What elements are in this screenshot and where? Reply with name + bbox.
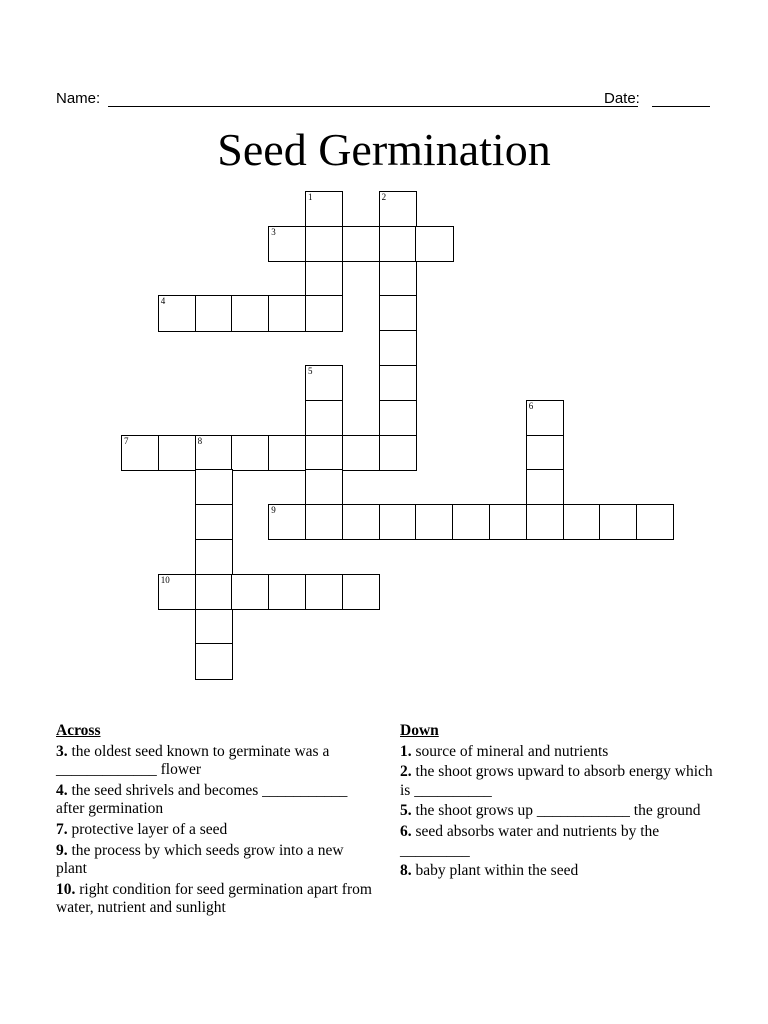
crossword-cell[interactable] — [636, 504, 674, 540]
name-label: Name: — [56, 90, 101, 107]
crossword-cell[interactable] — [195, 643, 233, 679]
clue-text: source of mineral and nutrients — [415, 742, 609, 760]
crossword-cell[interactable] — [158, 435, 196, 471]
crossword-cell[interactable] — [415, 226, 453, 262]
clue-item — [56, 881, 376, 918]
crossword-cell[interactable] — [526, 469, 564, 505]
clue-number: 7. — [56, 820, 68, 838]
crossword-cell[interactable] — [305, 261, 343, 297]
clue-text: the shoot grows up ____________ the ground — [415, 802, 701, 820]
crossword-cell[interactable] — [231, 435, 269, 471]
clue-number: 4. — [56, 781, 68, 799]
clue-number-label: 10 — [160, 574, 170, 585]
crossword-cell[interactable] — [305, 400, 343, 436]
clue-number-label: 1 — [308, 192, 313, 202]
crossword-cell[interactable] — [121, 435, 159, 471]
clue-text: baby plant within the seed — [415, 862, 579, 880]
clue-item — [400, 763, 720, 800]
clue-number-label: 8 — [197, 435, 203, 446]
clue-item — [56, 743, 376, 780]
crossword-cell[interactable] — [268, 504, 306, 540]
crossword-cell[interactable] — [195, 295, 233, 331]
crossword-cell[interactable] — [195, 435, 233, 471]
crossword-cell[interactable] — [526, 504, 564, 540]
crossword-cell[interactable] — [489, 504, 527, 540]
crossword-cell[interactable] — [305, 365, 343, 401]
crossword-cell[interactable] — [268, 435, 306, 471]
crossword-cell[interactable] — [526, 435, 564, 471]
clue-number: 3. — [56, 742, 68, 760]
crossword-cell[interactable] — [379, 435, 417, 471]
clue-text: the shoot grows upward to absorb energy which is __________ — [400, 763, 713, 799]
down-clues — [400, 722, 720, 883]
clue-text: seed absorbs water and nutrients by the _________ — [400, 822, 660, 859]
crossword-cell[interactable] — [342, 504, 380, 540]
crossword-cell[interactable] — [195, 609, 233, 645]
crossword-cell[interactable] — [268, 574, 306, 610]
clue-item — [400, 862, 720, 881]
crossword-cell[interactable] — [305, 295, 343, 331]
crossword-cell[interactable] — [379, 330, 417, 366]
crossword-cell[interactable] — [379, 295, 417, 331]
crossword-cell[interactable] — [379, 191, 417, 227]
crossword-cell[interactable] — [305, 226, 343, 262]
clue-number: 8. — [400, 862, 412, 880]
clue-number-label: 3 — [271, 226, 276, 237]
clue-number-label: 9 — [271, 505, 276, 516]
crossword-cell[interactable] — [231, 574, 269, 610]
crossword-cell[interactable] — [305, 504, 343, 540]
crossword-cell[interactable] — [342, 226, 380, 262]
crossword-cell[interactable] — [268, 295, 306, 331]
crossword-cell[interactable] — [526, 400, 564, 436]
crossword-cell[interactable] — [158, 295, 196, 331]
crossword-cell[interactable] — [195, 574, 233, 610]
clue-number-label: 7 — [124, 435, 129, 446]
clue-number: 6. — [400, 822, 412, 840]
crossword-cell[interactable] — [379, 365, 417, 401]
crossword-cell[interactable] — [379, 400, 417, 436]
crossword-cell[interactable] — [305, 435, 343, 471]
across-clues — [56, 722, 376, 920]
page-title: Seed Germination — [217, 124, 551, 175]
clue-text: right condition for seed germination apart from water, nutrient and sunlight — [56, 880, 372, 917]
clue-number: 9. — [56, 841, 68, 859]
clue-number-label: 6 — [528, 400, 534, 411]
clue-text: the oldest seed known to germinate was a _____________ flower — [56, 742, 330, 779]
crossword-cell[interactable] — [305, 574, 343, 610]
crossword-cell[interactable] — [305, 191, 343, 227]
crossword-cell[interactable] — [195, 469, 233, 505]
clue-number-label: 5 — [308, 366, 313, 376]
across-heading: Across — [56, 722, 101, 739]
crossword-cell[interactable] — [342, 435, 380, 471]
crossword-cell[interactable] — [305, 469, 343, 505]
down-heading: Down — [400, 722, 439, 739]
clue-text: protective layer of a seed — [71, 820, 228, 838]
clue-number: 5. — [400, 802, 412, 820]
clue-number: 2. — [400, 763, 412, 781]
crossword-cell[interactable] — [379, 226, 417, 262]
crossword-cell[interactable] — [379, 261, 417, 297]
crossword-cell[interactable] — [195, 504, 233, 540]
crossword-cell[interactable] — [158, 574, 196, 610]
crossword-cell[interactable] — [268, 226, 306, 262]
clue-item — [56, 821, 376, 840]
crossword-cell[interactable] — [563, 504, 601, 540]
clue-number: 10. — [56, 880, 76, 898]
clue-item — [56, 782, 376, 819]
crossword-cell[interactable] — [452, 504, 490, 540]
crossword-cell[interactable] — [195, 539, 233, 575]
clue-item — [400, 743, 720, 762]
clue-text: the seed shrivels and becomes ___________ after germination — [56, 781, 348, 818]
crossword-cell[interactable] — [231, 295, 269, 331]
clue-item — [400, 823, 720, 860]
clue-number-label: 2 — [381, 192, 387, 202]
date-label: Date: — [604, 90, 640, 107]
clue-number-label: 4 — [160, 296, 166, 307]
clue-text: the process by which seeds grow into a new plant — [56, 841, 344, 878]
crossword-cell[interactable] — [379, 504, 417, 540]
crossword-cell[interactable] — [415, 504, 453, 540]
crossword-cell[interactable] — [599, 504, 637, 540]
crossword-cell[interactable] — [342, 574, 380, 610]
clue-item — [56, 842, 376, 879]
clue-number: 1. — [400, 742, 412, 760]
clue-item — [400, 802, 720, 821]
